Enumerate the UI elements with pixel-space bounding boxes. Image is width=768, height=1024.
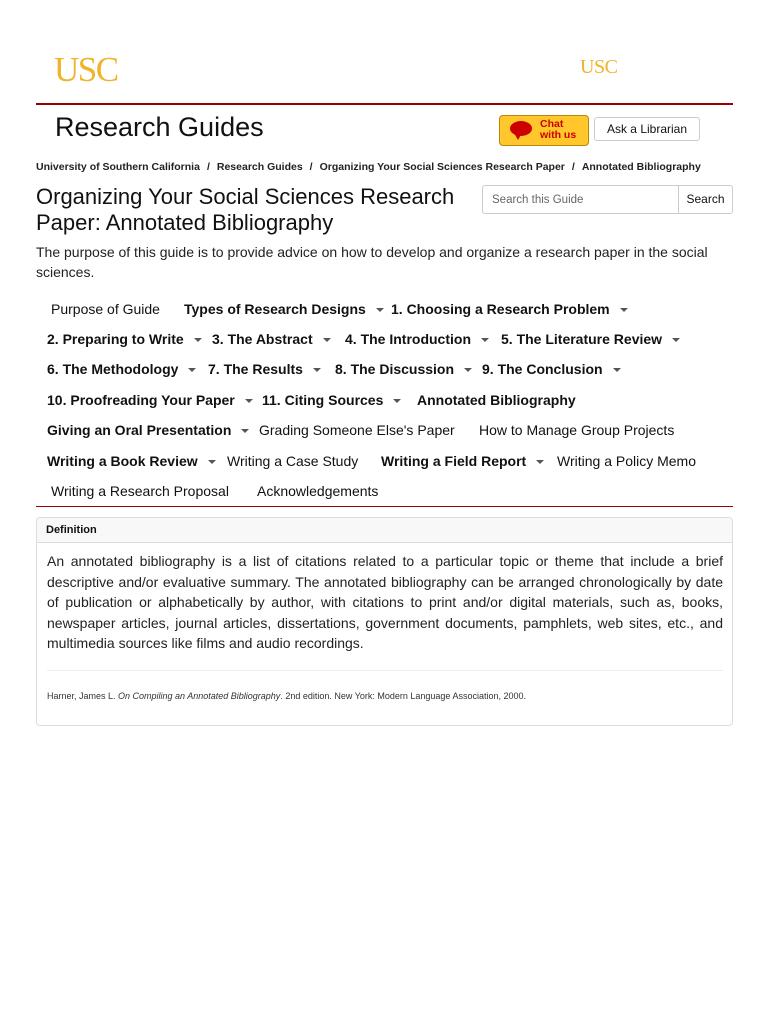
caret-down-icon [620, 308, 628, 312]
definition-panel [36, 517, 733, 726]
nav-item-the-results[interactable] [208, 360, 321, 378]
search-button[interactable]: Search [678, 185, 733, 214]
nav-item-citing-sources[interactable] [262, 391, 401, 409]
nav-item-types-of-research-designs[interactable] [184, 300, 384, 318]
nav-item-acknowledgements[interactable] [257, 482, 378, 500]
caret-down-icon [481, 338, 489, 342]
breadcrumb-separator: / [571, 161, 575, 173]
nav-item-the-introduction[interactable] [345, 330, 489, 348]
nav-item-purpose-of-guide[interactable] [51, 300, 160, 318]
nav-item-label: Writing a Book Review [47, 453, 198, 469]
nav-item-the-discussion[interactable] [335, 360, 472, 378]
nav-divider [36, 506, 733, 507]
chat-bubble-icon [510, 121, 532, 136]
nav-item-writing-a-case-study[interactable] [227, 452, 358, 470]
caret-down-icon [536, 460, 544, 464]
caret-down-icon [241, 429, 249, 433]
caret-down-icon [464, 368, 472, 372]
citation-author: Harner, James L. [47, 691, 119, 701]
breadcrumb-separator: / [206, 161, 210, 173]
nav-item-label: Grading Someone Else's Paper [259, 422, 455, 438]
caret-down-icon [393, 399, 401, 403]
nav-item-label: 4. The Introduction [345, 331, 471, 347]
nav-item-label: Purpose of Guide [51, 301, 160, 317]
nav-item-label: 5. The Literature Review [501, 331, 663, 347]
citation [47, 690, 723, 702]
nav-item-label: 11. Citing Sources [262, 392, 384, 408]
nav-item-the-methodology[interactable] [47, 360, 196, 378]
breadcrumb-separator: / [309, 161, 313, 173]
nav-item-choosing-a-research-problem[interactable] [391, 300, 628, 318]
chat-label-line1: Chat [540, 118, 564, 130]
citation-title: On Compiling an Annotated Bibliography [118, 691, 281, 701]
page-title: Organizing Your Social Sciences Research Paper: Annotated Bibliography [36, 184, 455, 235]
nav-item-label: 3. The Abstract [212, 331, 313, 347]
nav-item-annotated-bibliography[interactable] [417, 391, 576, 409]
nav-item-label: Writing a Research Proposal [51, 483, 229, 499]
chat-label [540, 119, 586, 141]
header-divider [36, 103, 733, 105]
caret-down-icon [245, 399, 253, 403]
nav-item-proofreading-your-paper[interactable] [47, 391, 253, 409]
nav-item-label: Annotated Bibliography [417, 392, 576, 408]
caret-down-icon [323, 338, 331, 342]
breadcrumb [36, 160, 756, 174]
caret-down-icon [672, 338, 680, 342]
nav-item-label: 10. Proofreading Your Paper [47, 392, 235, 408]
nav-item-the-abstract[interactable] [212, 330, 331, 348]
nav-item-preparing-to-write[interactable] [47, 330, 202, 348]
nav-item-label: 6. The Methodology [47, 361, 179, 377]
nav-item-label: 8. The Discussion [335, 361, 455, 377]
breadcrumb-current: Annotated Bibliography [581, 161, 701, 173]
nav-item-label: Writing a Case Study [227, 453, 359, 469]
search-input[interactable] [482, 185, 679, 214]
nav-item-label: Writing a Field Report [381, 453, 527, 469]
nav-item-the-conclusion[interactable] [482, 360, 621, 378]
site-title[interactable]: Research Guides [55, 112, 264, 142]
nav-item-label: How to Manage Group Projects [479, 422, 675, 438]
nav-item-label: Giving an Oral Presentation [47, 422, 232, 438]
nav-item-grading-someone-elses-paper[interactable] [259, 421, 455, 439]
caret-down-icon [194, 338, 202, 342]
chat-label-line2: with us [540, 129, 577, 141]
nav-item-the-literature-review[interactable] [501, 330, 680, 348]
nav-item-label: 7. The Results [208, 361, 303, 377]
chat-button[interactable] [499, 115, 589, 146]
caret-down-icon [376, 308, 384, 312]
breadcrumb-item[interactable]: Research Guides [216, 161, 303, 173]
nav-item-giving-an-oral-presentation[interactable] [47, 421, 249, 439]
guide-description: The purpose of this guide is to provide advice on how to develop and organize a research paper in the social sciences. [36, 244, 708, 280]
nav-item-writing-a-book-review[interactable] [47, 452, 216, 470]
caret-down-icon [188, 368, 196, 372]
panel-header [37, 518, 732, 543]
nav-item-writing-a-research-proposal[interactable] [51, 482, 229, 500]
nav-item-writing-a-policy-memo[interactable] [557, 452, 696, 470]
caret-down-icon [208, 460, 216, 464]
usc-logo-secondary[interactable]: USC [580, 56, 618, 78]
citation-details: . 2nd edition. New York: Modern Language Association, 2000. [280, 691, 526, 701]
panel-body-text: An annotated bibliography is a list of citations related to a particular topic or theme that include a brief descriptive and/or evaluative summary. The annotated bibliography can be arranged chronologically by date of publication or alphabetically by author, with citations to print and/or digital materials, such as, books, newspaper articles, journal articles, dissertations, government documents, pamphlets, web sites, etc., and multimedia sources like films and audio recordings. [47, 553, 723, 651]
panel-title: Definition [46, 524, 97, 536]
breadcrumb-item[interactable]: Organizing Your Social Sciences Research Paper [319, 161, 565, 173]
nav-item-label: 2. Preparing to Write [47, 331, 184, 347]
nav-item-label: 9. The Conclusion [482, 361, 603, 377]
usc-logo[interactable]: USC [54, 50, 118, 89]
caret-down-icon [613, 368, 621, 372]
nav-item-label: Types of Research Designs [184, 301, 366, 317]
breadcrumb-item[interactable]: University of Southern California [36, 161, 200, 173]
ask-a-librarian-button[interactable]: Ask a Librarian [594, 117, 700, 141]
caret-down-icon [313, 368, 321, 372]
panel-divider [47, 670, 723, 671]
nav-item-label: Writing a Policy Memo [557, 453, 697, 469]
nav-item-label: 1. Choosing a Research Problem [391, 301, 610, 317]
nav-item-how-to-manage-group-projects[interactable] [479, 421, 674, 439]
nav-item-label: Acknowledgements [257, 483, 379, 499]
nav-item-writing-a-field-report[interactable] [381, 452, 544, 470]
